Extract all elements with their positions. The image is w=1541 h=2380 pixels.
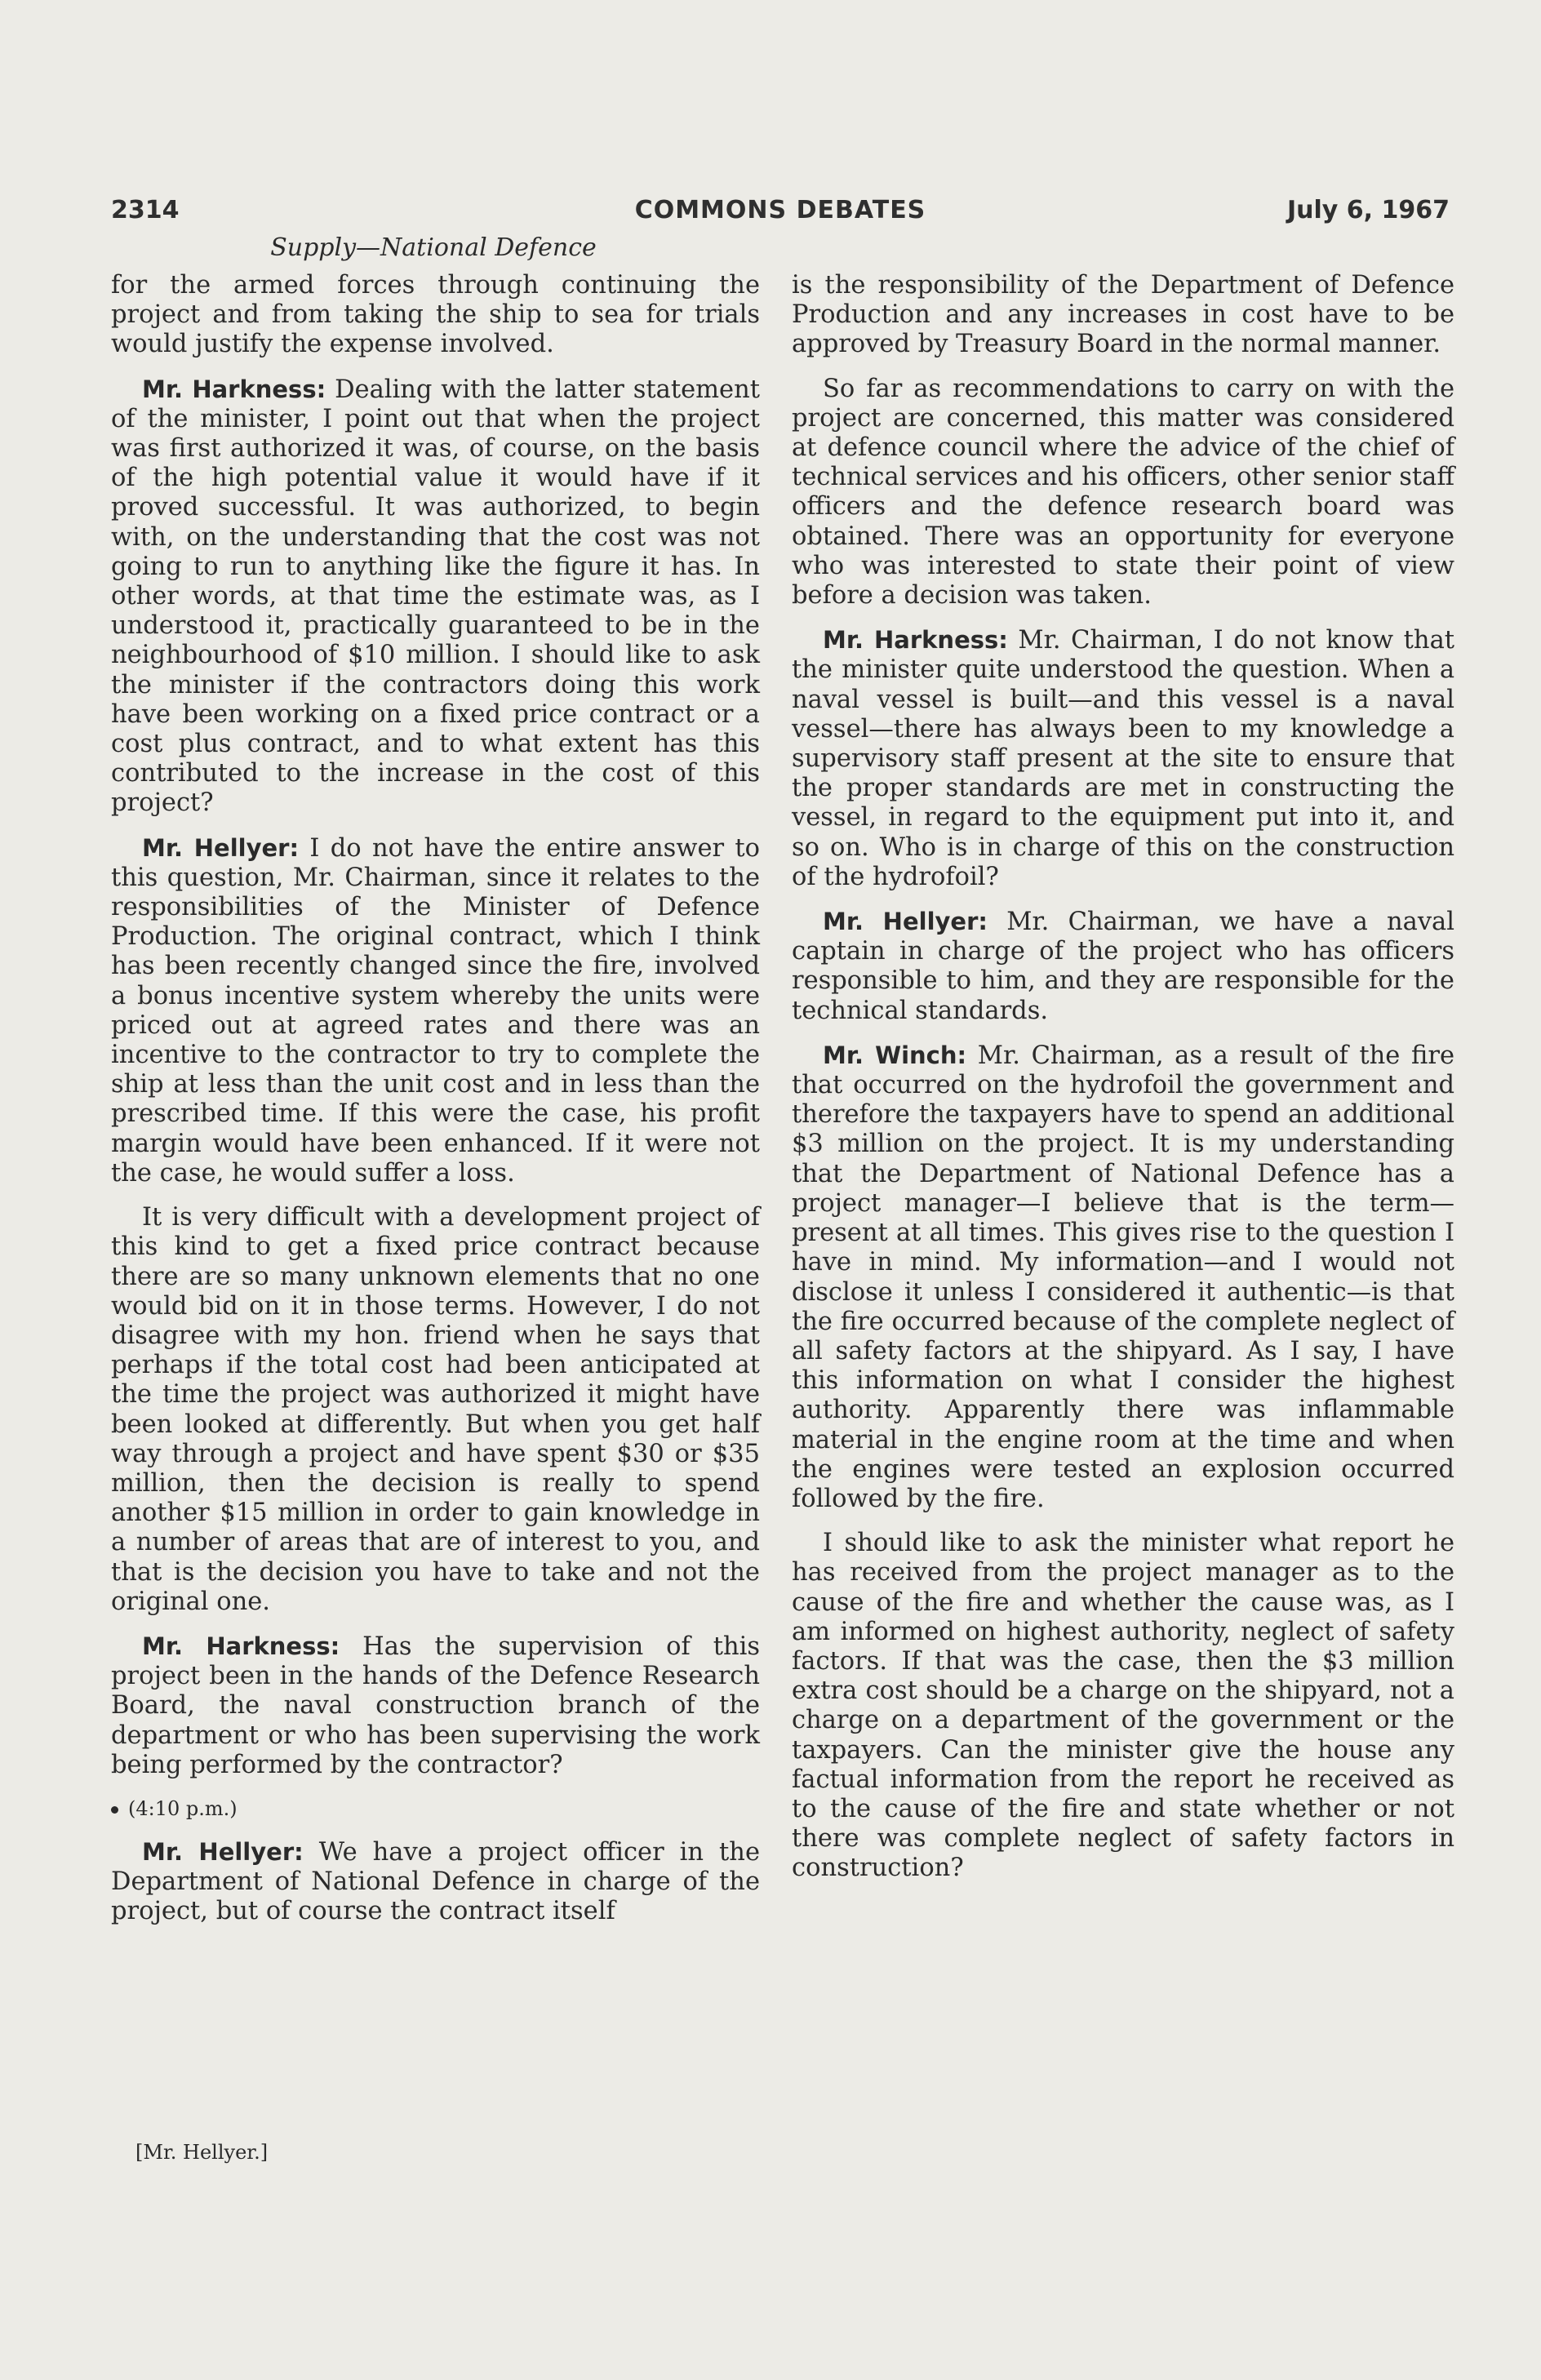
paragraph-text: Dealing with the latter statement of the minister, I point out that when the project was first authorized it was, of course, on the basis of the high potential value it would have if it proved successful. It was authorized, to begin with, on the understanding that the cost was not going to run to anything like the figure it has. In other words, at that time the estimate was, as I understood it, practically guaranteed to be in the neighbourhood of $10 million. I should like to ask the minister if the contractors doing this work have been working on a fixed price contract or a cost plus contract, and to what extent has this contributed to the increase in the cost of this project? bbox=[111, 375, 761, 818]
paragraph-text: We have a project officer in the Department of National Defence in charge of the project, but of course the contract itself bbox=[111, 1837, 760, 1926]
page-number: 2314 bbox=[111, 196, 180, 224]
bullet-icon bbox=[111, 1806, 118, 1814]
paragraph-text: Has the supervision of this project been in the hands of the Defence Research Board, the naval construction branch of the department or who has been supervising the work being performed by the contractor? bbox=[111, 1632, 761, 1779]
speaker-name: Mr. Harkness: bbox=[142, 1632, 340, 1660]
paragraph-text: Mr. Chairman, we have a naval captain in charge of the project who has officers responsible to him, and they are responsible for the technical standards. bbox=[792, 908, 1454, 1025]
paragraph bbox=[792, 625, 1454, 892]
page-header bbox=[111, 193, 1450, 229]
paragraph-text: It is very difficult with a development project of this kind to get a fixed price contract because there are so many unknown elements that no one would bid on it in those terms. However, I do not disagree with my hon. friend when he says that perhaps if the total cost had been anticipated at the time the project was authorized it might have been looked at differently. But when you get half way through a project and have spent $30 or $35 million, then the decision is really to spend another $15 million in order to gain knowledge in a number of areas that are of interest to you, and that is the decision you have to take and not the original one. bbox=[111, 1203, 760, 1616]
paragraph-text: I do not have the entire answer to this question, Mr. Chairman, since it relates to the responsibilities of the Minister of Defence Production. The original contract, which I think has been recently changed since the fire, involved a bonus incentive system whereby the units were priced out at agreed rates and there was an incentive to the contractor to try to complete the ship at less than the unit cost and in less than the prescribed time. If this were the case, his profit margin would have been enhanced. If it were not the case, he would suffer a loss. bbox=[111, 833, 761, 1188]
section-title: Supply—National Defence bbox=[270, 233, 597, 262]
paragraph bbox=[792, 1041, 1454, 1514]
speaker-name: Mr. Harkness: bbox=[823, 626, 1008, 655]
paragraph bbox=[792, 375, 1454, 611]
paragraph bbox=[792, 907, 1454, 1026]
paragraph bbox=[792, 1529, 1454, 1883]
publication-date: July 6, 1967 bbox=[1286, 196, 1450, 224]
paragraph-text: Mr. Chairman, as a result of the fire that occurred on the hydrofoil the government and therefore the taxpayers have to spend an additional $3 million on the project. It is my understanding that the Department of National Defence has a project manager—I believe that is the term—present at all times. This gives rise to the question I have in mind. My information—and I would not disclose it unless I considered it authentic—is that the fire occurred because of the complete neglect of all safety factors at the shipyard. As I say, I have this information on what I consider the highest authority. Apparently there was inflammable material in the engine room at the time and when the engines were tested an explosion occurred followed by the fire. bbox=[792, 1041, 1454, 1513]
paragraph-text: I should like to ask the minister what report he has received from the project manager as to the cause of the fire and whether the cause was, as I am informed on highest authority, neglect of safety factors. If that was the case, then the $3 million extra cost should be a charge on the shipyard, not a charge on a department of the government or the taxpayers. Can the minister give the house any factual information from the report he received as to the cause of the fire and state whether or not there was complete neglect of safety factors in construction? bbox=[792, 1529, 1454, 1883]
speaker-name: Mr. Winch: bbox=[823, 1041, 967, 1069]
speaker-name: Mr. Hellyer: bbox=[142, 1837, 304, 1866]
publication-title: COMMONS DEBATES bbox=[634, 196, 926, 224]
left-column bbox=[111, 271, 760, 1942]
paragraph bbox=[111, 375, 760, 819]
paragraph bbox=[792, 271, 1454, 360]
time-marker bbox=[111, 1795, 760, 1823]
footer-speaker-reference: [Mr. Hellyer.] bbox=[135, 2141, 269, 2164]
paragraph bbox=[111, 271, 760, 360]
speaker-name: Mr. Hellyer: bbox=[142, 833, 300, 862]
paragraph bbox=[111, 1837, 760, 1927]
speaker-name: Mr. Hellyer: bbox=[823, 908, 988, 936]
paragraph-text: So far as recommendations to carry on with the project are concerned, this matter was considered at defence council where the advice of the chief of technical services and his officers, other senior staff officers and the defence research board was obtained. There was an opportunity for everyone who was interested to state their point of view before a decision was taken. bbox=[792, 374, 1454, 611]
paragraph-text: for the armed forces through continuing the project and from taking the ship to sea for trials would justify the expense involved. bbox=[111, 271, 760, 359]
right-column bbox=[792, 271, 1454, 1898]
paragraph bbox=[111, 1632, 760, 1780]
paragraph-text: Mr. Chairman, I do not know that the minister quite understood the question. When a naval vessel is built—and this vessel is a naval vessel—there has always been to my knowledge a supervisory staff present at the site to ensure that the proper standards are met in constructing the vessel, in regard to the equipment put into it, and so on. Who is in charge of this on the construction of the hydrofoil? bbox=[792, 626, 1455, 891]
time-marker-text: (4:10 p.m.) bbox=[128, 1796, 238, 1820]
paragraph-text: is the responsibility of the Department of Defence Production and any increases in cost have to be approved by Treasury Board in the normal manner. bbox=[792, 271, 1454, 359]
speaker-name: Mr. Harkness: bbox=[142, 375, 326, 403]
paragraph bbox=[111, 833, 760, 1188]
paragraph bbox=[111, 1203, 760, 1617]
